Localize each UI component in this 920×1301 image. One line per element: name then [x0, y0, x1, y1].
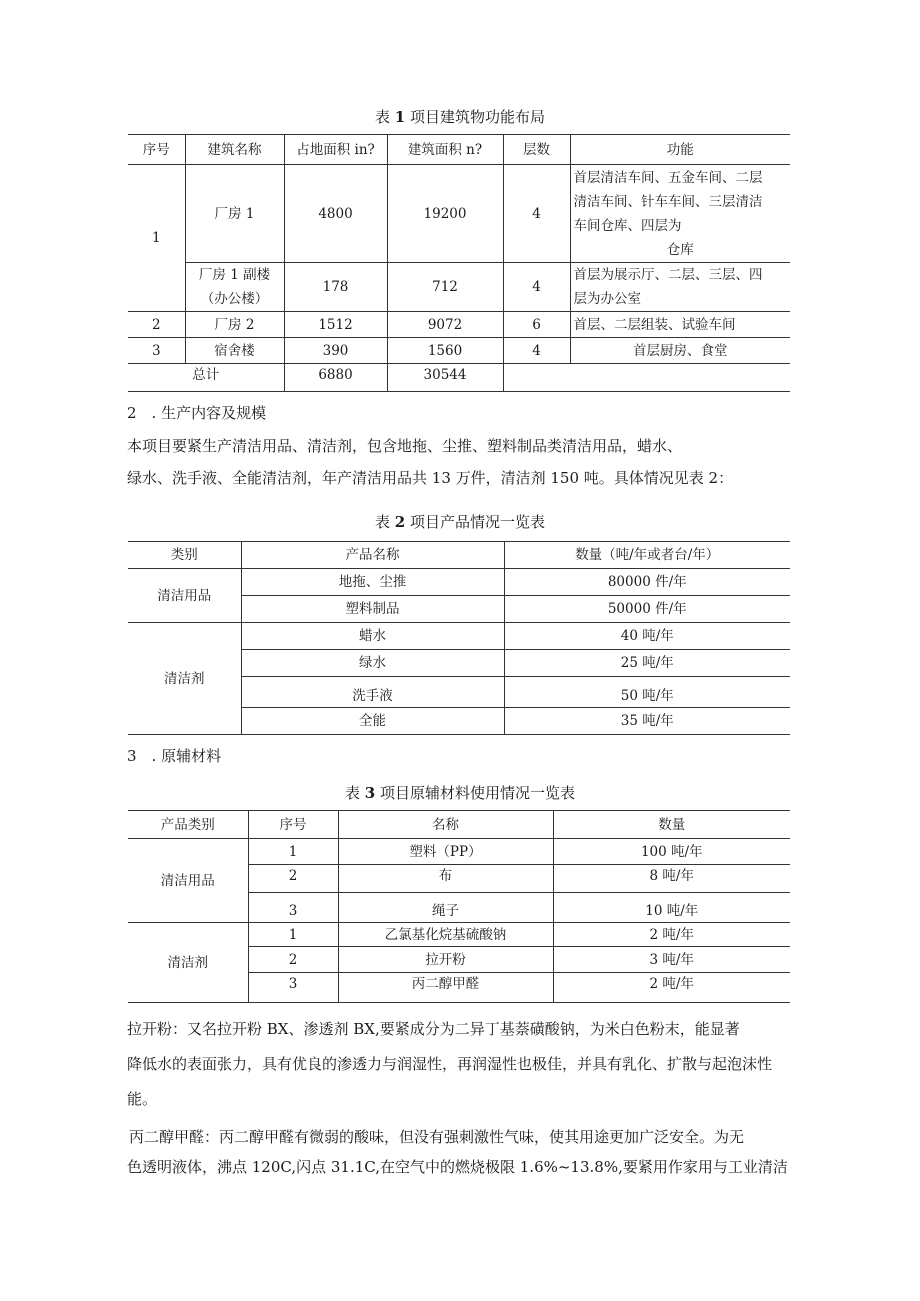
table2-category: 清洁用品	[128, 569, 241, 623]
table-row	[128, 338, 790, 364]
table-row	[128, 569, 790, 596]
table1-total-label: 总计	[128, 364, 284, 392]
table1-cell-no: 1	[128, 165, 185, 312]
table2-cell-name: 绿水	[241, 650, 504, 677]
table1-header: 建筑名称	[185, 135, 284, 165]
table2-header-row	[128, 542, 790, 569]
table2-caption: 表 2 项目产品情况一览表	[374, 513, 546, 531]
table-row	[128, 312, 790, 338]
table1-caption: 表 1 项目建筑物功能布局	[374, 108, 546, 126]
table-row	[128, 839, 790, 865]
table3-cell-no: 3	[248, 973, 338, 1003]
table-row	[128, 623, 790, 650]
table2	[128, 541, 790, 735]
table1-cell-name: 厂房 1 副楼 （办公楼）	[185, 263, 284, 312]
table1-cell-func: 首层为展示厅、二层、三层、四 层为办公室	[570, 263, 790, 312]
table3-cell-name: 塑料（PP）	[338, 839, 553, 865]
table3-cell-name: 拉开粉	[338, 947, 553, 973]
table3	[128, 810, 790, 1003]
table1-cell-no: 2	[128, 312, 185, 338]
table2-cell-qty: 80000 件/年	[504, 569, 790, 596]
table1-cell-build: 1560	[387, 338, 503, 364]
table2-header: 产品名称	[241, 542, 504, 569]
table1-cell-name: 厂房 1	[185, 165, 284, 263]
section2-heading: 2 . 生产内容及规模	[127, 404, 267, 422]
table3-header: 产品类别	[128, 811, 248, 839]
table3-cell-qty: 10 吨/年	[553, 893, 790, 923]
table3-header: 名称	[338, 811, 553, 839]
table1-total-empty	[503, 364, 790, 392]
table3-header: 数量	[553, 811, 790, 839]
table3-header: 序号	[248, 811, 338, 839]
table2-cell-name: 地拖、尘推	[241, 569, 504, 596]
table3-caption: 表 3 项目原辅材料使用情况一览表	[344, 784, 576, 802]
table1-cell-floors: 4	[503, 165, 570, 263]
section2-paragraph: 本项目要紧生产清洁用品、清洁剂，包含地拖、尘推、塑料制品类清洁用品，蜡水、 绿水、洗手液、全能清洁剂，年产清洁用品共 13 万件，清洁剂 150 吨。具体情况见表 2：	[127, 437, 734, 487]
table1-total-build: 30544	[387, 364, 503, 392]
table2-cell-name: 蜡水	[241, 623, 504, 650]
table3-cell-no: 1	[248, 839, 338, 865]
paragraph-bingerchun: 丙二醇甲醛：丙二醇甲醛有微弱的酸味，但没有强刺激性气味，使其用途更加广泛安全。为无 色透明液体，沸点 120C,闪点 31.1C,在空气中的燃烧极限 1.6%~13.8%,要紧用作家用与工业清洁	[127, 1128, 788, 1176]
table1-cell-name: 厂房 2	[185, 312, 284, 338]
table2-cell-qty: 25 吨/年	[504, 650, 790, 677]
table3-cell-qty: 2 吨/年	[553, 923, 790, 947]
table2-cell-name: 洗手液	[241, 677, 504, 708]
table3-cell-qty: 2 吨/年	[553, 973, 790, 1003]
table2-header: 数量（吨/年或者台/年）	[504, 542, 790, 569]
table1-cell-func: 首层清洁车间、五金车间、二层 清洁车间、针车车间、三层清洁 车间仓库、四层为 仓库	[570, 165, 790, 263]
table1-header: 功能	[570, 135, 790, 165]
table1-cell-land: 390	[284, 338, 387, 364]
table3-header-row	[128, 811, 790, 839]
table-row	[128, 165, 790, 263]
table1-cell-floors: 4	[503, 263, 570, 312]
table3-cell-qty: 3 吨/年	[553, 947, 790, 973]
table-row	[128, 923, 790, 947]
table1-cell-no: 3	[128, 338, 185, 364]
table3-cell-qty: 8 吨/年	[553, 865, 790, 893]
table1-cell-build: 19200	[387, 165, 503, 263]
table2-cell-qty: 50 吨/年	[504, 677, 790, 708]
table2-cell-name: 全能	[241, 708, 504, 735]
table1-header: 建筑面积 n?	[387, 135, 503, 165]
table1-cell-land: 1512	[284, 312, 387, 338]
table1-header: 占地面积 in?	[284, 135, 387, 165]
table3-cell-no: 2	[248, 947, 338, 973]
table1-header: 层数	[503, 135, 570, 165]
section3-heading: 3 . 原辅材料	[127, 747, 222, 765]
table2-category: 清洁剂	[128, 623, 241, 735]
table3-cell-qty: 100 吨/年	[553, 839, 790, 865]
table3-cell-no: 3	[248, 893, 338, 923]
table3-cell-name: 乙氯基化烷基硫酸钠	[338, 923, 553, 947]
table3-cell-no: 1	[248, 923, 338, 947]
table1-cell-land: 178	[284, 263, 387, 312]
table3-cell-name: 布	[338, 865, 553, 893]
table1-cell-floors: 4	[503, 338, 570, 364]
table1-cell-build: 712	[387, 263, 503, 312]
table3-category: 清洁用品	[128, 839, 248, 923]
table1-cell-floors: 6	[503, 312, 570, 338]
table-row	[128, 263, 790, 312]
table1-header: 序号	[128, 135, 185, 165]
table2-cell-name: 塑料制品	[241, 596, 504, 623]
table2-cell-qty: 35 吨/年	[504, 708, 790, 735]
table1-cell-name: 宿舍楼	[185, 338, 284, 364]
table2-cell-qty: 40 吨/年	[504, 623, 790, 650]
table3-cell-name: 丙二醇甲醛	[338, 973, 553, 1003]
table3-cell-name: 绳子	[338, 893, 553, 923]
table1-total-row	[128, 364, 790, 392]
table1-total-land: 6880	[284, 364, 387, 392]
table3-cell-no: 2	[248, 865, 338, 893]
table1-cell-land: 4800	[284, 165, 387, 263]
table1-cell-build: 9072	[387, 312, 503, 338]
table1-header-row	[128, 135, 790, 165]
table1	[128, 134, 790, 392]
table2-header: 类别	[128, 542, 241, 569]
table2-cell-qty: 50000 件/年	[504, 596, 790, 623]
paragraph-lakaifen: 拉开粉：又名拉开粉 BX、渗透剂 BX,要紧成分为二异丁基萘磺酸钠，为米白色粉末，能显著 降低水的表面张力，具有优良的渗透力与润湿性，再润湿性也极佳，并具有乳化、扩散与起泡沫性 能。	[127, 1020, 773, 1108]
table1-cell-func: 首层、二层组装、试验车间	[570, 312, 790, 338]
table3-category: 清洁剂	[128, 923, 248, 1003]
table1-cell-func: 首层厨房、食堂	[570, 338, 790, 364]
